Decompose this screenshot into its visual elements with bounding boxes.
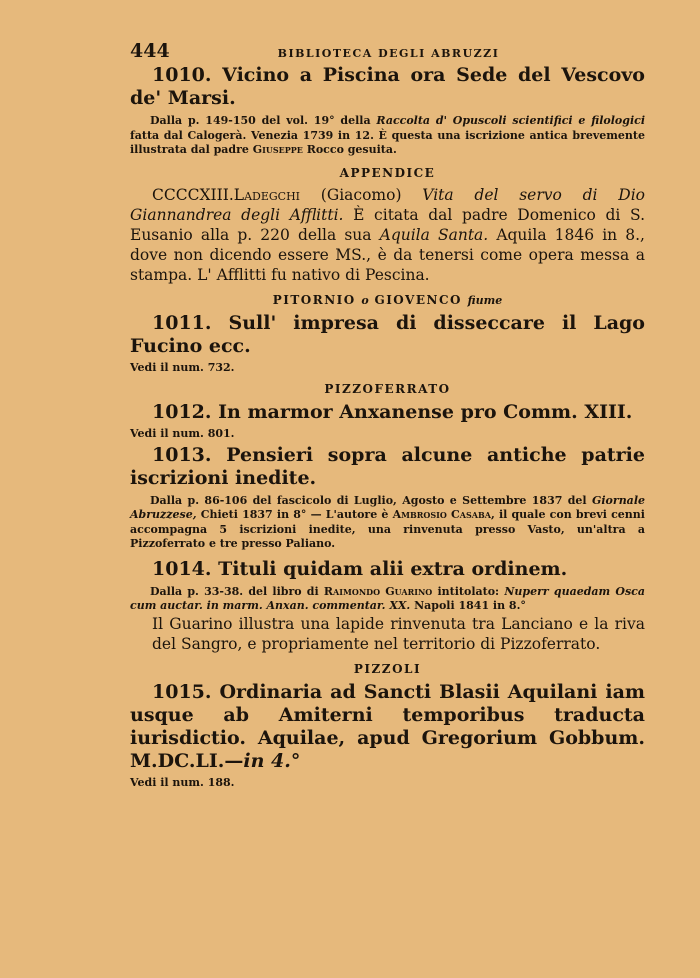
section-heading-appendice: APPENDICE bbox=[339, 165, 436, 180]
entry-1010-note: Dalla p. 149-150 del vol. 19° della Raccolta d' Opuscoli scientifici e filologici fatta dal Calogerà. Venezia 1739 in 12. È questa una iscrizione antica brevemente illustrata dal padre Giuseppe Rocco gesuita. bbox=[130, 114, 645, 156]
entry-1015 bbox=[130, 681, 645, 773]
page-number: 444 bbox=[130, 40, 170, 62]
entry-1012 bbox=[130, 401, 645, 424]
section-heading-pizzoli: PIZZOLI bbox=[353, 661, 422, 676]
entry-1013-note: Dalla p. 86-106 del fascicolo di Luglio, Agosto e Settembre 1837 del Giornale Abruzzese, Chieti 1837 in 8° — L'autore è Ambrosio Casaba, il quale con brevi cenni accompagna 5 iscrizioni inedite, una rinvenuta presso Vasto, un'altra a Pizzoferrato e tre presso Paliano. bbox=[130, 493, 645, 550]
entry-1014-body: Il Guarino illustra una lapide rinvenuta tra Lanciano e la riva del Sangro, e propriamente nel territorio di Pizzoferrato. bbox=[152, 614, 645, 653]
cross-reference: Vedi il num. 732. bbox=[130, 360, 235, 374]
entry-1014 bbox=[130, 558, 645, 581]
entry-title: Tituli quidam alii extra ordinem. bbox=[218, 557, 568, 580]
appendice-entry: CCCCXIII.Ladegchi (Giacomo) Vita del servo di Dio Giannandrea degli Afflitti. È citata dal padre Domenico di S. Eusanio alla p. 220 della sua Aquila Santa. Aquila 1846 in 8., dove non dicendo essere MS., è da tenersi come opera messa a stampa. L' Afflitti fu nativo di Pescina. bbox=[130, 185, 646, 284]
cross-reference: Vedi il num. 801. bbox=[130, 426, 235, 440]
entry-1011 bbox=[130, 312, 645, 358]
entry-1013 bbox=[130, 444, 645, 490]
entry-title: In marmor Anxanense pro Comm. XIII. bbox=[218, 400, 633, 423]
book-page bbox=[130, 40, 645, 793]
entry-1010 bbox=[130, 64, 645, 110]
entry-title: Pensieri sopra alcune antiche patrie iscrizioni inedite. bbox=[130, 443, 645, 489]
entry-number: 1015. bbox=[152, 680, 212, 703]
entry-number: 1010. bbox=[152, 64, 212, 86]
entry-title: Sull' impresa di disseccare il Lago Fucino ecc. bbox=[130, 311, 645, 357]
running-title: BIBLIOTECA DEGLI ABRUZZI bbox=[277, 47, 500, 60]
entry-number: 1011. bbox=[152, 311, 212, 334]
entry-title: Vicino a Piscina ora Sede del Vescovo de' Marsi. bbox=[130, 64, 645, 109]
section-heading-pizzoferrato: PIZZOFERRATO bbox=[324, 381, 451, 396]
entry-number: 1012. bbox=[152, 400, 212, 423]
entry-number: 1013. bbox=[152, 443, 212, 466]
page-header bbox=[130, 40, 645, 62]
cross-reference: Vedi il num. 188. bbox=[130, 775, 235, 789]
section-heading-pitornio: PITORNIO o GIOVENCO fiume bbox=[272, 292, 503, 307]
entry-title: Ordinaria ad Sancti Blasii Aquilani iam usque ab Amiterni temporibus traducta iurisdictio. Aquilae, apud Gregorium Gobbum. M.DC.LI.— bbox=[130, 680, 645, 772]
entry-number: 1014. bbox=[152, 557, 212, 580]
entry-1014-note: Dalla p. 33-38. del libro di Raimondo Guarino intitolato: Nuperr quaedam Osca cum auctar. in marm. Anxan. commentar. XX. Napoli 1841 in 8.° bbox=[130, 584, 645, 612]
entry-format: in 4.° bbox=[243, 749, 301, 772]
